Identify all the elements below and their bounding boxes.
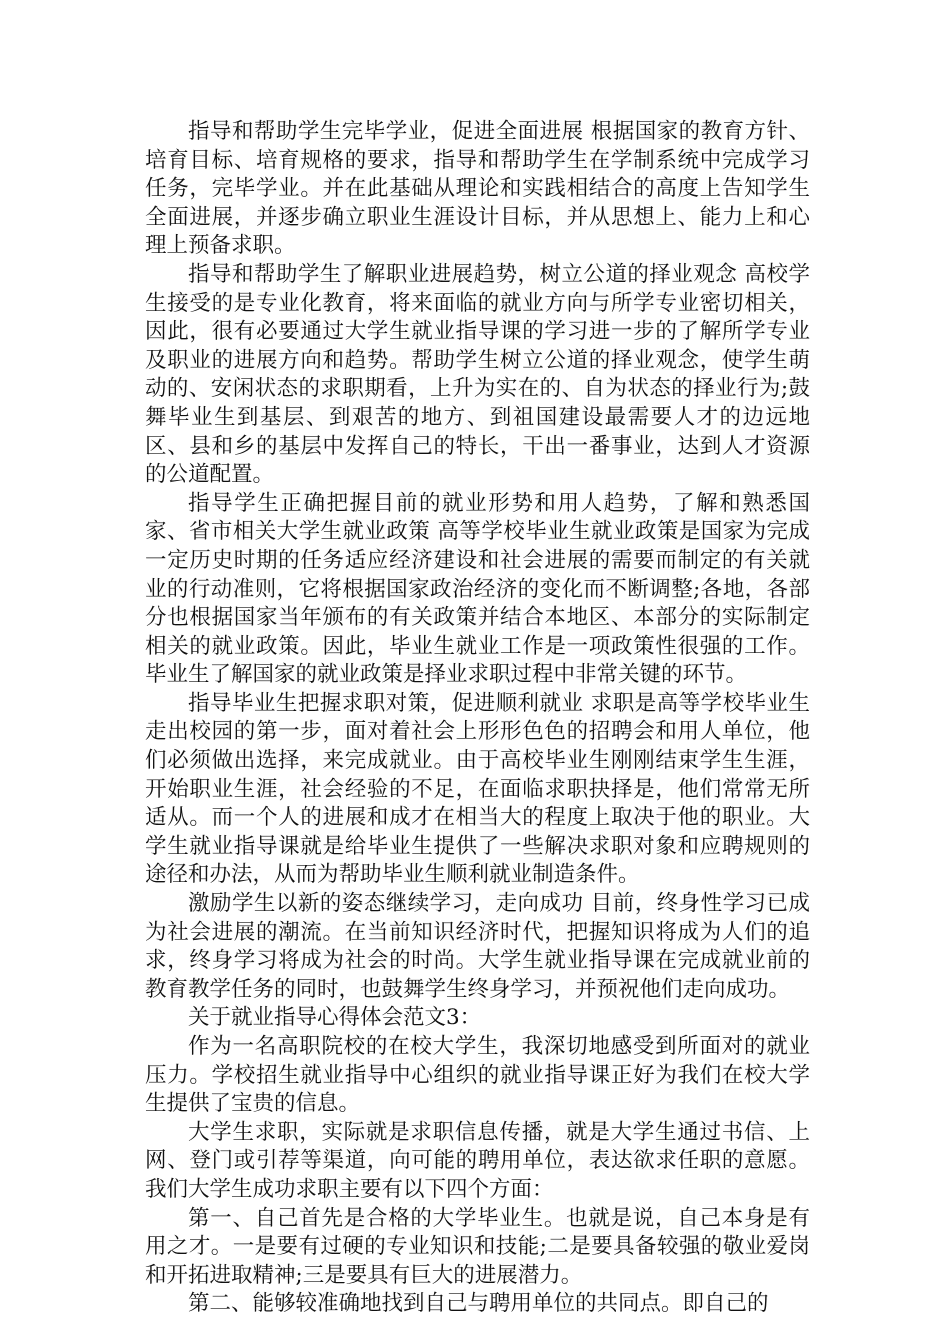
paragraph-3: 指导学生正确把握目前的就业形势和用人趋势，了解和熟悉国家、省市相关大学生就业政策 高等学校毕业生就业政策是国家为完成一定历史时期的任务适应经济建设和社会进展的需要而制定的有关就业的行动准则，它将根据国家政治经济的变化而不断调整;各地，各部分也根据国家当年颁布的有关政策并结合本地区、本部分的实际制定相关的就业政策。因此，毕业生就业工作是一项政策性很强的工作。毕业生了解国家的就业政策是择业求职过程中非常关键的环节。 — [145, 490, 810, 688]
paragraph-10: 第二、能够较准确地找到自己与聘用单位的共同点。即自己的 — [188, 1291, 769, 1317]
document-body — [145, 118, 810, 1319]
paragraph-2: 指导和帮助学生了解职业进展趋势，树立公道的择业观念 高校学生接受的是专业化教育，将来面临的就业方向与所学专业密切相关，因此，很有必要通过大学生就业指导课的学习进一步的了解所学专业及职业的进展方向和趋势。帮助学生树立公道的择业观念，使学生萌动的、安闲状态的求职期看，上升为实在的、自为状态的择业行为;鼓舞毕业生到基层、到艰苦的地方、到祖国建设最需要人才的边远地区、县和乡的基层中发挥自己的特长，干出一番事业，达到人才资源的公道配置。 — [145, 261, 810, 488]
paragraph-7: 作为一名高职院校的在校大学生，我深切地感受到所面对的就业压力。学校招生就业指导中心组织的就业指导课正好为我们在校大学生提供了宝贵的信息。 — [145, 1034, 810, 1117]
paragraph-5: 激励学生以新的姿态继续学习，走向成功 目前，终身性学习已成为社会进展的潮流。在当前知识经济时代，把握知识将成为人们的追求，终身学习将成为社会的时尚。大学生就业指导课在完成就业前的教育教学任务的同时，也鼓舞学生终身学习，并预祝他们走向成功。 — [145, 891, 810, 1002]
paragraph-8: 大学生求职，实际就是求职信息传播，就是大学生通过书信、上网、登门或引荐等渠道，向可能的聘用单位，表达欲求任职的意愿。我们大学生成功求职主要有以下四个方面： — [145, 1119, 810, 1202]
paragraph-4: 指导毕业生把握求职对策，促进顺利就业 求职是高等学校毕业生走出校园的第一步，面对着社会上形形色色的招聘会和用人单位，他们必须做出选择，来完成就业。由于高校毕业生刚刚结束学生生涯，开始职业生涯，社会经验的不足，在面临求职抉择是，他们常常无所适从。而一个人的进展和成才在相当大的程度上取决于他的职业。大学生就业指导课就是给毕业生提供了一些解决求职对象和应聘规则的途径和办法，从而为帮助毕业生顺利就业制造条件。 — [145, 690, 810, 888]
paragraph-9: 第一、自己首先是合格的大学毕业生。也就是说，自己本身是有用之才。一是要有过硬的专业知识和技能;二是要具备较强的敬业爱岗和开拓进取精神;三是要具有巨大的进展潜力。 — [145, 1205, 810, 1288]
paragraph-1: 指导和帮助学生完毕学业，促进全面进展 根据国家的教育方针、培育目标、培育规格的要求，指导和帮助学生在学制系统中完成学习任务，完毕学业。并在此基础从理论和实践相结合的高度上告知学生全面进展，并逐步确立职业生涯设计目标，并从思想上、能力上和心理上预备求职。 — [145, 119, 810, 259]
section-heading: 关于就业指导心得体会范文3： — [188, 1005, 482, 1031]
